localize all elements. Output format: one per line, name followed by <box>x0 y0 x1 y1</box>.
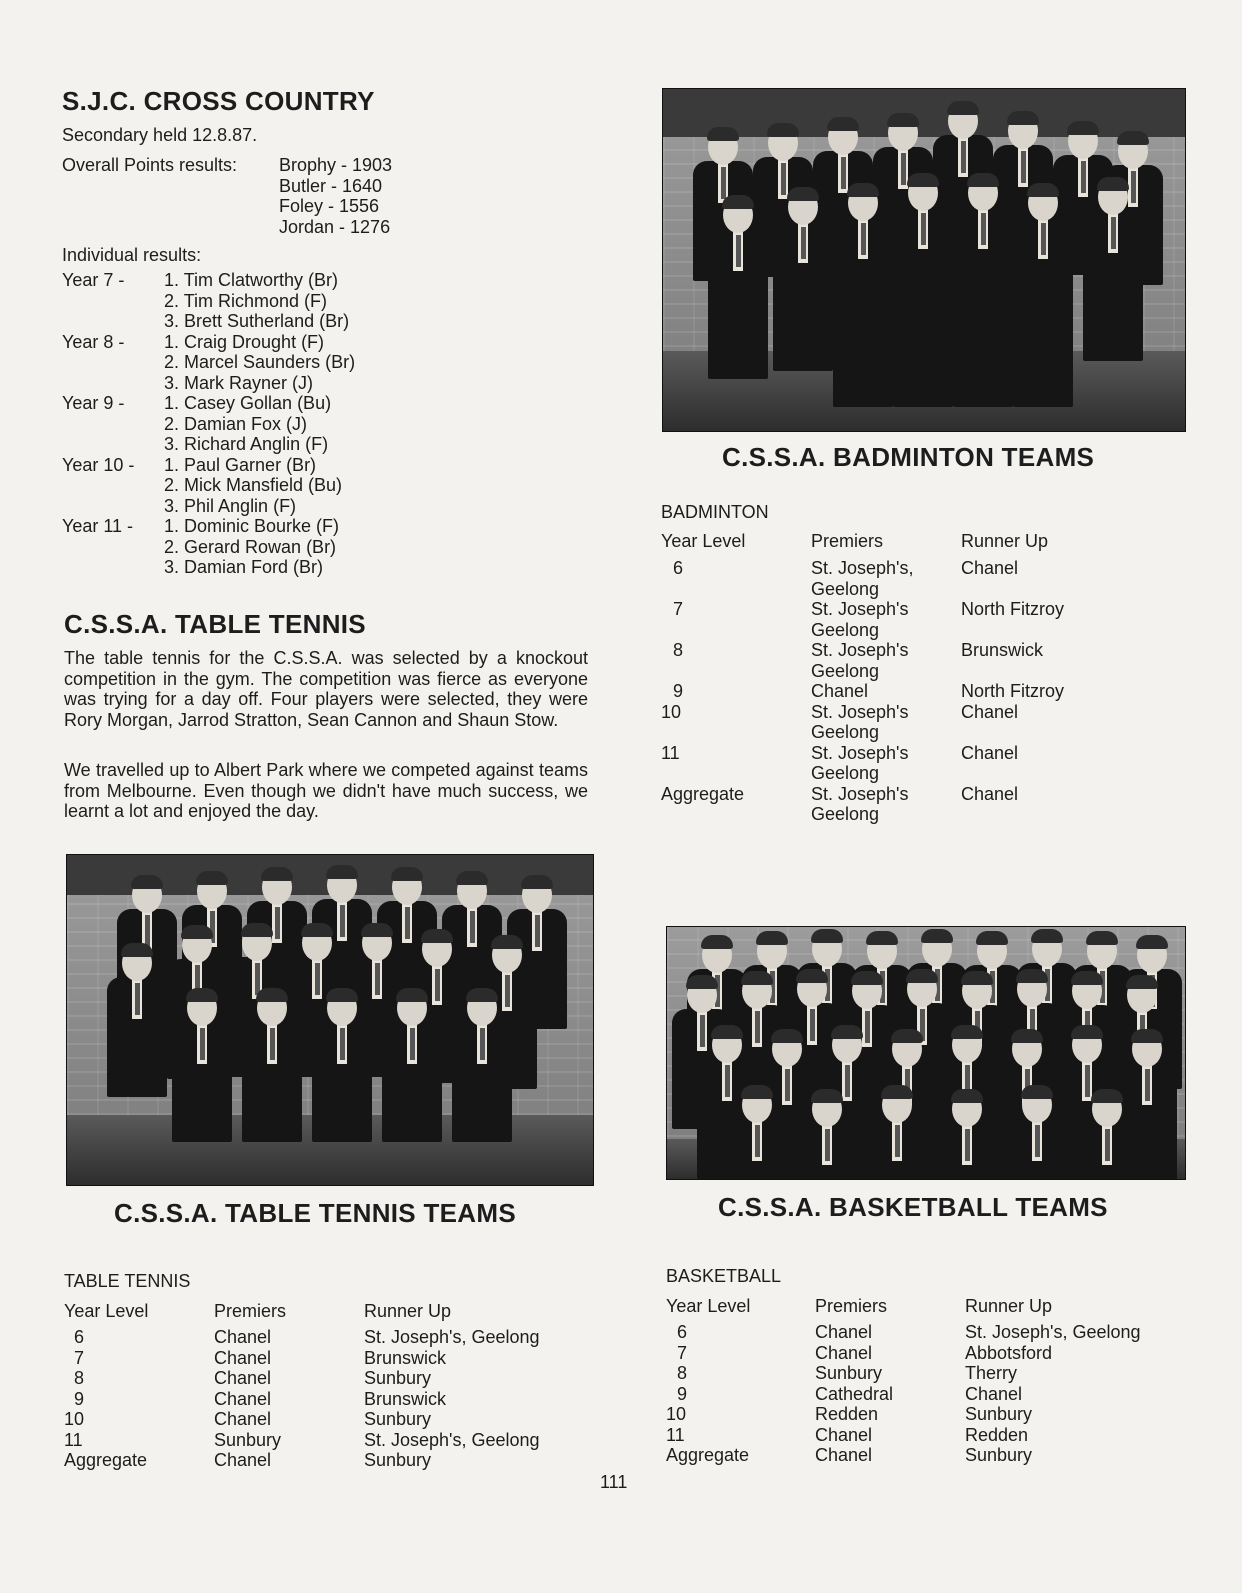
cell-premiers: Chanel <box>815 1322 873 1342</box>
column-header: Premiers <box>214 1301 287 1321</box>
result-item: 3. Mark Rayner (J) <box>164 372 314 393</box>
cell-year: 6 <box>673 558 684 578</box>
cell-premiers: Chanel <box>214 1409 272 1429</box>
cell-premiers: St. Joseph's <box>811 783 909 804</box>
result-item: 1. Casey Gollan (Bu) <box>164 393 332 413</box>
table-tennis-team-photo <box>66 854 594 1186</box>
overall-points-item: Butler - 1640 <box>279 175 383 196</box>
cell-premiers: St. Joseph's, <box>811 558 914 578</box>
cell-year: 9 <box>677 1383 688 1404</box>
cell-year: 7 <box>74 1347 85 1368</box>
cell-year: 7 <box>673 599 684 619</box>
cell-runner-up: Chanel <box>961 701 1019 722</box>
cell-runner-up: St. Joseph's, Geelong <box>364 1429 540 1450</box>
overall-points-label: Overall Points results: <box>62 155 238 175</box>
overall-points-list <box>279 155 392 237</box>
badminton-results-table <box>661 502 1221 832</box>
cell-year: 9 <box>74 1388 85 1409</box>
column-header: Year Level <box>64 1301 149 1321</box>
result-item: 2. Tim Richmond (F) <box>164 290 328 311</box>
table-tennis-title: C.S.S.A. TABLE TENNIS <box>64 609 366 639</box>
cell-runner-up: Brunswick <box>961 640 1044 660</box>
cell-runner-up: Sunbury <box>364 1368 432 1388</box>
cell-premiers: Chanel <box>815 1445 873 1465</box>
year-label: Year 10 - <box>62 454 135 475</box>
badminton-photo-caption: C.S.S.A. BADMINTON TEAMS <box>722 442 1095 472</box>
cell-runner-up: Brunswick <box>364 1347 447 1368</box>
cell-year: 7 <box>677 1342 688 1363</box>
cell-runner-up: Abbotsford <box>965 1342 1053 1363</box>
result-item: 3. Richard Anglin (F) <box>164 434 329 454</box>
cell-premiers: Chanel <box>811 681 869 701</box>
cell-premiers: St. Joseph's <box>811 701 909 722</box>
cell-runner-up: Sunbury <box>364 1450 432 1470</box>
column-header: Year Level <box>661 531 746 551</box>
cell-premiers: Chanel <box>214 1368 272 1388</box>
basketball-team-photo <box>666 926 1186 1180</box>
result-item: 1. Dominic Bourke (F) <box>164 516 340 536</box>
individual-results-label: Individual results: <box>62 245 202 265</box>
cell-runner-up: Brunswick <box>364 1388 447 1409</box>
cell-premiers-line-2: Geelong <box>811 619 880 640</box>
table-heading: BASKETBALL <box>666 1266 782 1286</box>
cell-year: 8 <box>677 1363 688 1383</box>
cell-runner-up: North Fitzroy <box>961 681 1065 701</box>
table-tennis-results-table <box>64 1271 604 1471</box>
page-number: 111 <box>600 1472 628 1492</box>
cell-year: Aggregate <box>661 783 745 804</box>
cross-country-held: Secondary held 12.8.87. <box>62 125 258 145</box>
cell-runner-up: North Fitzroy <box>961 599 1065 619</box>
result-item: 3. Damian Ford (Br) <box>164 557 324 577</box>
cell-year: 11 <box>661 742 680 763</box>
column-header: Year Level <box>666 1296 751 1316</box>
overall-points-item: Foley - 1556 <box>279 196 380 216</box>
result-item: 3. Phil Anglin (F) <box>164 495 297 516</box>
table-heading: BADMINTON <box>661 502 769 522</box>
cell-premiers: St. Joseph's <box>811 640 909 660</box>
basketball-photo-caption: C.S.S.A. BASKETBALL TEAMS <box>718 1192 1108 1222</box>
cell-premiers-line-2: Geelong <box>811 804 880 824</box>
cell-runner-up: Therry <box>965 1363 1018 1383</box>
year-label: Year 8 - <box>62 331 125 352</box>
table-heading: TABLE TENNIS <box>64 1271 191 1291</box>
cell-year: 6 <box>74 1327 85 1347</box>
cell-year: 10 <box>661 701 682 722</box>
cell-runner-up: Sunbury <box>364 1409 432 1429</box>
cell-runner-up: Chanel <box>961 742 1019 763</box>
year-label: Year 9 - <box>62 393 125 413</box>
cell-runner-up: St. Joseph's, Geelong <box>364 1327 540 1347</box>
cross-country-title: S.J.C. CROSS COUNTRY <box>62 86 375 116</box>
cell-year: 9 <box>673 681 684 701</box>
column-header: Runner Up <box>965 1296 1053 1316</box>
cell-premiers-line-2: Geelong <box>811 660 880 681</box>
cell-year: 11 <box>64 1429 83 1450</box>
cell-premiers: Sunbury <box>815 1363 883 1383</box>
cell-year: 6 <box>677 1322 688 1342</box>
result-item: 1. Tim Clatworthy (Br) <box>164 270 339 290</box>
cell-runner-up: Redden <box>965 1424 1029 1445</box>
cell-year: 10 <box>666 1404 687 1424</box>
result-item: 1. Paul Garner (Br) <box>164 454 317 475</box>
cell-year: 8 <box>673 640 684 660</box>
cell-premiers: Chanel <box>815 1342 873 1363</box>
overall-points-item: Jordan - 1276 <box>279 216 391 237</box>
column-header: Premiers <box>811 531 884 551</box>
year-label: Year 7 - <box>62 270 125 290</box>
result-item: 2. Gerard Rowan (Br) <box>164 536 337 557</box>
result-item: 3. Brett Sutherland (Br) <box>164 311 350 331</box>
cell-premiers: Chanel <box>214 1327 272 1347</box>
result-item: 1. Craig Drought (F) <box>164 331 325 352</box>
cell-premiers: Redden <box>815 1404 879 1424</box>
cell-premiers: Chanel <box>214 1388 272 1409</box>
cell-premiers: St. Joseph's <box>811 599 909 619</box>
column-header: Runner Up <box>364 1301 452 1321</box>
column-header: Runner Up <box>961 531 1049 551</box>
overall-points-item: Brophy - 1903 <box>279 155 393 175</box>
cell-premiers: Cathedral <box>815 1383 894 1404</box>
cell-year: 10 <box>64 1409 85 1429</box>
badminton-team-photo <box>662 88 1186 432</box>
cell-runner-up: St. Joseph's, Geelong <box>965 1322 1141 1342</box>
cell-runner-up: Sunbury <box>965 1445 1033 1465</box>
table-tennis-photo-caption: C.S.S.A. TABLE TENNIS TEAMS <box>114 1198 516 1228</box>
cell-runner-up: Chanel <box>961 783 1019 804</box>
cell-year: Aggregate <box>64 1450 148 1470</box>
cell-runner-up: Chanel <box>965 1383 1023 1404</box>
cell-year: 11 <box>666 1424 685 1445</box>
cell-premiers: Sunbury <box>214 1429 282 1450</box>
cell-premiers: St. Joseph's <box>811 742 909 763</box>
table-tennis-paragraph-2: We travelled up to Albert Park where we competed against teams from Melbourne. Even though we didn't have much success, we learnt a lot and enjoyed the day. <box>64 760 588 821</box>
result-item: 2. Mick Mansfield (Bu) <box>164 475 343 495</box>
cell-runner-up: Chanel <box>961 558 1019 578</box>
cell-year: 8 <box>74 1368 85 1388</box>
year-label: Year 11 - <box>62 516 134 536</box>
cell-year: Aggregate <box>666 1445 750 1465</box>
result-item: 2. Damian Fox (J) <box>164 413 308 434</box>
table-tennis-paragraph-1: The table tennis for the C.S.S.A. was selected by a knockout competition in the gym. The competition was fierce as everyone was trying for a day off. Four players were selected, they were Rory Morgan, Jarrod Stratton, Sean Cannon and Shaun Stow. <box>64 648 588 730</box>
column-header: Premiers <box>815 1296 888 1316</box>
cell-premiers-line-2: Geelong <box>811 578 880 599</box>
cell-premiers: Chanel <box>214 1450 272 1470</box>
result-item: 2. Marcel Saunders (Br) <box>164 352 356 372</box>
cell-premiers-line-2: Geelong <box>811 763 880 783</box>
cell-premiers-line-2: Geelong <box>811 722 880 742</box>
cell-runner-up: Sunbury <box>965 1404 1033 1424</box>
cell-premiers: Chanel <box>815 1424 873 1445</box>
cell-premiers: Chanel <box>214 1347 272 1368</box>
basketball-results-table <box>666 1266 1226 1466</box>
